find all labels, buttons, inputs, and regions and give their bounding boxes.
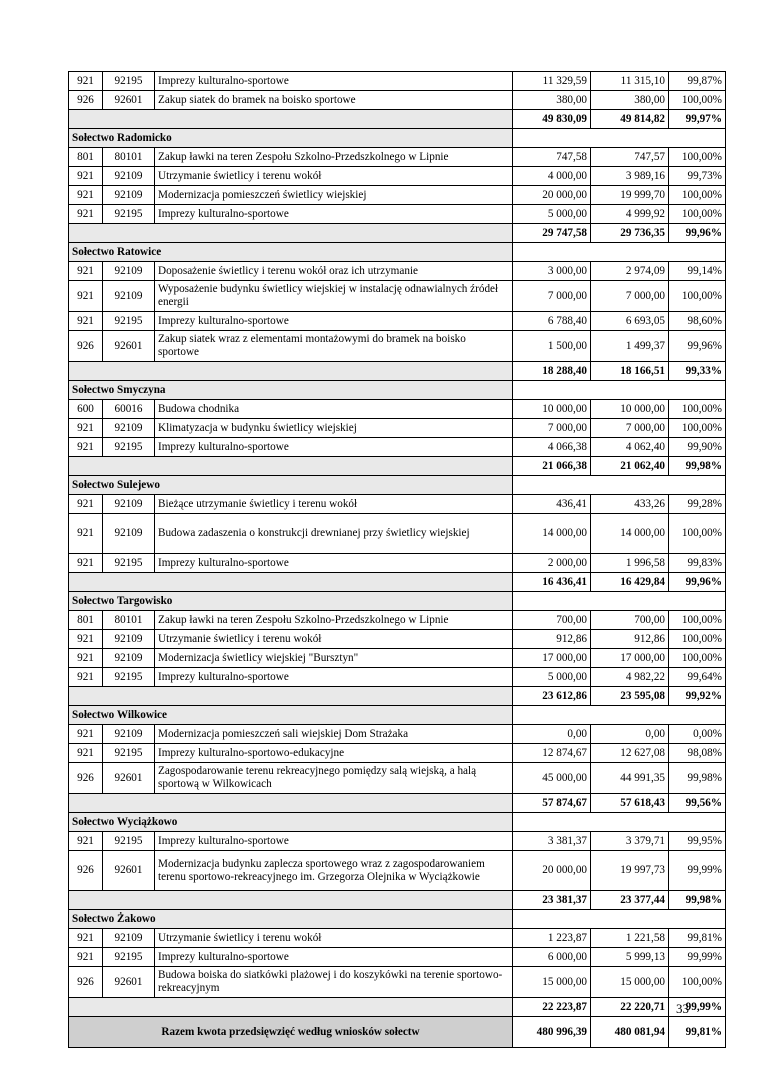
plan-amount-cell: 700,00	[513, 611, 591, 630]
table-row	[69, 167, 726, 186]
section-name: Sołectwo Wyciążkowo	[69, 813, 513, 832]
subtotal-executed: 16 429,84	[591, 573, 669, 592]
percent-cell: 100,00%	[669, 514, 726, 554]
plan-amount-cell: 7 000,00	[513, 419, 591, 438]
description-cell: Zakup ławki na teren Zespołu Szkolno-Przedszkolnego w Lipnie	[155, 611, 513, 630]
plan-amount-cell: 5 000,00	[513, 668, 591, 687]
plan-amount-cell: 10 000,00	[513, 400, 591, 419]
subtotal-row	[69, 573, 726, 592]
rozdzial-cell: 92601	[103, 331, 155, 362]
table-row	[69, 72, 726, 91]
plan-amount-cell: 14 000,00	[513, 514, 591, 554]
plan-amount-cell: 7 000,00	[513, 281, 591, 312]
description-cell: Zakup siatek wraz z elementami montażowymi do bramek na boisko sportowe	[155, 331, 513, 362]
subtotal-plan: 23 381,37	[513, 891, 591, 910]
percent-cell: 100,00%	[669, 91, 726, 110]
table-row	[69, 744, 726, 763]
subtotal-row	[69, 457, 726, 476]
description-cell: Modernizacja pomieszczeń sali wiejskiej Dom Strażaka	[155, 725, 513, 744]
subtotal-filler	[69, 224, 513, 243]
executed-amount-cell: 6 693,05	[591, 312, 669, 331]
subtotal-row	[69, 998, 726, 1017]
table-row	[69, 763, 726, 794]
rozdzial-cell: 92109	[103, 929, 155, 948]
rozdzial-cell: 92109	[103, 281, 155, 312]
subtotal-executed: 49 814,82	[591, 110, 669, 129]
plan-amount-cell: 45 000,00	[513, 763, 591, 794]
executed-amount-cell: 4 062,40	[591, 438, 669, 457]
subtotal-plan: 21 066,38	[513, 457, 591, 476]
grand-total-percent: 99,81%	[669, 1017, 726, 1048]
table-row	[69, 148, 726, 167]
executed-amount-cell: 17 000,00	[591, 649, 669, 668]
percent-cell: 99,81%	[669, 929, 726, 948]
table-row	[69, 205, 726, 224]
dzial-cell: 926	[69, 851, 103, 891]
subtotal-percent: 99,98%	[669, 891, 726, 910]
executed-amount-cell: 4 999,92	[591, 205, 669, 224]
subtotal-filler	[69, 362, 513, 381]
subtotal-executed: 23 595,08	[591, 687, 669, 706]
dzial-cell: 921	[69, 495, 103, 514]
rozdzial-cell: 92195	[103, 744, 155, 763]
rozdzial-cell: 92195	[103, 948, 155, 967]
percent-cell: 100,00%	[669, 281, 726, 312]
dzial-cell: 921	[69, 438, 103, 457]
rozdzial-cell: 92195	[103, 205, 155, 224]
rozdzial-cell: 92195	[103, 72, 155, 91]
description-cell: Modernizacja budynku zaplecza sportowego wraz z zagospodarowaniem terenu sportowo-rekreacyjnego im. Grzegorza Olejnika w Wyciążkowie	[155, 851, 513, 891]
section-header-row	[69, 813, 726, 832]
plan-amount-cell: 20 000,00	[513, 851, 591, 891]
rozdzial-cell: 80101	[103, 148, 155, 167]
plan-amount-cell: 1 223,87	[513, 929, 591, 948]
description-cell: Zakup siatek do bramek na boisko sportowe	[155, 91, 513, 110]
percent-cell: 99,98%	[669, 763, 726, 794]
subtotal-percent: 99,56%	[669, 794, 726, 813]
plan-amount-cell: 12 874,67	[513, 744, 591, 763]
table-row	[69, 554, 726, 573]
plan-amount-cell: 3 381,37	[513, 832, 591, 851]
subtotal-filler	[69, 573, 513, 592]
dzial-cell: 921	[69, 948, 103, 967]
plan-amount-cell: 3 000,00	[513, 262, 591, 281]
dzial-cell: 921	[69, 186, 103, 205]
dzial-cell: 921	[69, 72, 103, 91]
executed-amount-cell: 912,86	[591, 630, 669, 649]
plan-amount-cell: 15 000,00	[513, 967, 591, 998]
rozdzial-cell: 92195	[103, 554, 155, 573]
table-row	[69, 331, 726, 362]
description-cell: Imprezy kulturalno-sportowe	[155, 948, 513, 967]
section-blank-cell	[513, 813, 726, 832]
description-cell: Bieżące utrzymanie świetlicy i terenu wokół	[155, 495, 513, 514]
rozdzial-cell: 92109	[103, 495, 155, 514]
section-header-row	[69, 381, 726, 400]
description-cell: Doposażenie świetlicy i terenu wokół oraz ich utrzymanie	[155, 262, 513, 281]
executed-amount-cell: 3 379,71	[591, 832, 669, 851]
dzial-cell: 926	[69, 91, 103, 110]
description-cell: Imprezy kulturalno-sportowo-edukacyjne	[155, 744, 513, 763]
rozdzial-cell: 92195	[103, 312, 155, 331]
dzial-cell: 926	[69, 967, 103, 998]
description-cell: Zakup ławki na teren Zespołu Szkolno-Przedszkolnego w Lipnie	[155, 148, 513, 167]
percent-cell: 100,00%	[669, 967, 726, 998]
executed-amount-cell: 700,00	[591, 611, 669, 630]
dzial-cell: 926	[69, 331, 103, 362]
rozdzial-cell: 92109	[103, 419, 155, 438]
subtotal-filler	[69, 998, 513, 1017]
dzial-cell: 921	[69, 668, 103, 687]
grand-total-executed: 480 081,94	[591, 1017, 669, 1048]
percent-cell: 99,99%	[669, 851, 726, 891]
section-blank-cell	[513, 129, 726, 148]
executed-amount-cell: 14 000,00	[591, 514, 669, 554]
dzial-cell: 921	[69, 630, 103, 649]
dzial-cell: 921	[69, 725, 103, 744]
plan-amount-cell: 0,00	[513, 725, 591, 744]
description-cell: Zagospodarowanie terenu rekreacyjnego pomiędzy salą wiejską, a halą sportową w Wilkowicach	[155, 763, 513, 794]
percent-cell: 100,00%	[669, 611, 726, 630]
dzial-cell: 921	[69, 167, 103, 186]
subtotal-plan: 29 747,58	[513, 224, 591, 243]
percent-cell: 100,00%	[669, 649, 726, 668]
rozdzial-cell: 92195	[103, 668, 155, 687]
percent-cell: 100,00%	[669, 400, 726, 419]
subtotal-row	[69, 224, 726, 243]
section-name: Sołectwo Ratowice	[69, 243, 513, 262]
executed-amount-cell: 380,00	[591, 91, 669, 110]
rozdzial-cell: 92109	[103, 262, 155, 281]
subtotal-executed: 23 377,44	[591, 891, 669, 910]
percent-cell: 99,73%	[669, 167, 726, 186]
section-name: Sołectwo Radomicko	[69, 129, 513, 148]
table-row	[69, 649, 726, 668]
table-row	[69, 419, 726, 438]
rozdzial-cell: 92109	[103, 514, 155, 554]
rozdzial-cell: 92109	[103, 186, 155, 205]
executed-amount-cell: 5 999,13	[591, 948, 669, 967]
plan-amount-cell: 6 000,00	[513, 948, 591, 967]
dzial-cell: 921	[69, 554, 103, 573]
executed-amount-cell: 12 627,08	[591, 744, 669, 763]
table-row	[69, 630, 726, 649]
table-body	[69, 72, 726, 1048]
subtotal-filler	[69, 687, 513, 706]
rozdzial-cell: 80101	[103, 611, 155, 630]
executed-amount-cell: 7 000,00	[591, 419, 669, 438]
percent-cell: 100,00%	[669, 205, 726, 224]
dzial-cell: 801	[69, 611, 103, 630]
percent-cell: 100,00%	[669, 148, 726, 167]
percent-cell: 98,08%	[669, 744, 726, 763]
executed-amount-cell: 2 974,09	[591, 262, 669, 281]
rozdzial-cell: 92601	[103, 967, 155, 998]
subtotal-plan: 22 223,87	[513, 998, 591, 1017]
dzial-cell: 921	[69, 929, 103, 948]
plan-amount-cell: 4 000,00	[513, 167, 591, 186]
subtotal-plan: 23 612,86	[513, 687, 591, 706]
rozdzial-cell: 92601	[103, 763, 155, 794]
section-name: Sołectwo Żakowo	[69, 910, 513, 929]
description-cell: Utrzymanie świetlicy i terenu wokół	[155, 167, 513, 186]
section-blank-cell	[513, 476, 726, 495]
dzial-cell: 801	[69, 148, 103, 167]
subtotal-row	[69, 362, 726, 381]
section-name: Sołectwo Sulejewo	[69, 476, 513, 495]
plan-amount-cell: 1 500,00	[513, 331, 591, 362]
percent-cell: 98,60%	[669, 312, 726, 331]
executed-amount-cell: 10 000,00	[591, 400, 669, 419]
percent-cell: 100,00%	[669, 419, 726, 438]
table-row	[69, 312, 726, 331]
subtotal-filler	[69, 794, 513, 813]
subtotal-percent: 99,99%	[669, 998, 726, 1017]
subtotal-filler	[69, 457, 513, 476]
plan-amount-cell: 6 788,40	[513, 312, 591, 331]
description-cell: Wyposażenie budynku świetlicy wiejskiej w instalację odnawialnych źródeł energii	[155, 281, 513, 312]
executed-amount-cell: 1 996,58	[591, 554, 669, 573]
dzial-cell: 921	[69, 514, 103, 554]
plan-amount-cell: 5 000,00	[513, 205, 591, 224]
subtotal-plan: 16 436,41	[513, 573, 591, 592]
grand-total-row	[69, 1017, 726, 1048]
section-blank-cell	[513, 243, 726, 262]
subtotal-percent: 99,98%	[669, 457, 726, 476]
grand-total-plan: 480 996,39	[513, 1017, 591, 1048]
executed-amount-cell: 7 000,00	[591, 281, 669, 312]
subtotal-percent: 99,96%	[669, 573, 726, 592]
section-name: Sołectwo Smyczyna	[69, 381, 513, 400]
section-header-row	[69, 243, 726, 262]
table-row	[69, 91, 726, 110]
percent-cell: 0,00%	[669, 725, 726, 744]
percent-cell: 99,64%	[669, 668, 726, 687]
description-cell: Imprezy kulturalno-sportowe	[155, 72, 513, 91]
description-cell: Modernizacja pomieszczeń świetlicy wiejskiej	[155, 186, 513, 205]
executed-amount-cell: 747,57	[591, 148, 669, 167]
executed-amount-cell: 44 991,35	[591, 763, 669, 794]
table-row	[69, 725, 726, 744]
plan-amount-cell: 380,00	[513, 91, 591, 110]
description-cell: Budowa chodnika	[155, 400, 513, 419]
table-row	[69, 832, 726, 851]
subtotal-executed: 21 062,40	[591, 457, 669, 476]
executed-amount-cell: 3 989,16	[591, 167, 669, 186]
plan-amount-cell: 4 066,38	[513, 438, 591, 457]
section-header-row	[69, 592, 726, 611]
section-name: Sołectwo Targowisko	[69, 592, 513, 611]
table-row	[69, 611, 726, 630]
table-row	[69, 495, 726, 514]
table-row	[69, 186, 726, 205]
table-row	[69, 514, 726, 554]
plan-amount-cell: 20 000,00	[513, 186, 591, 205]
table-row	[69, 851, 726, 891]
subtotal-plan: 49 830,09	[513, 110, 591, 129]
rozdzial-cell: 92109	[103, 630, 155, 649]
subtotal-percent: 99,33%	[669, 362, 726, 381]
table-row	[69, 262, 726, 281]
subtotal-percent: 99,92%	[669, 687, 726, 706]
section-name: Sołectwo Wilkowice	[69, 706, 513, 725]
rozdzial-cell: 92109	[103, 725, 155, 744]
description-cell: Budowa boiska do siatkówki plażowej i do koszykówki na terenie sportowo-rekreacyjnym	[155, 967, 513, 998]
section-blank-cell	[513, 381, 726, 400]
plan-amount-cell: 436,41	[513, 495, 591, 514]
table-row	[69, 281, 726, 312]
subtotal-row	[69, 110, 726, 129]
description-cell: Imprezy kulturalno-sportowe	[155, 312, 513, 331]
section-header-row	[69, 910, 726, 929]
rozdzial-cell: 60016	[103, 400, 155, 419]
table-row	[69, 948, 726, 967]
dzial-cell: 921	[69, 744, 103, 763]
plan-amount-cell: 2 000,00	[513, 554, 591, 573]
section-blank-cell	[513, 592, 726, 611]
dzial-cell: 921	[69, 312, 103, 331]
executed-amount-cell: 11 315,10	[591, 72, 669, 91]
description-cell: Klimatyzacja w budynku świetlicy wiejskiej	[155, 419, 513, 438]
dzial-cell: 921	[69, 649, 103, 668]
rozdzial-cell: 92109	[103, 649, 155, 668]
rozdzial-cell: 92109	[103, 167, 155, 186]
subtotal-percent: 99,97%	[669, 110, 726, 129]
description-cell: Imprezy kulturalno-sportowe	[155, 205, 513, 224]
table-row	[69, 668, 726, 687]
subtotal-plan: 57 874,67	[513, 794, 591, 813]
rozdzial-cell: 92601	[103, 851, 155, 891]
dzial-cell: 921	[69, 832, 103, 851]
table-row	[69, 438, 726, 457]
dzial-cell: 600	[69, 400, 103, 419]
subtotal-percent: 99,96%	[669, 224, 726, 243]
section-header-row	[69, 129, 726, 148]
executed-amount-cell: 19 999,70	[591, 186, 669, 205]
table-row	[69, 400, 726, 419]
plan-amount-cell: 912,86	[513, 630, 591, 649]
percent-cell: 100,00%	[669, 186, 726, 205]
subtotal-row	[69, 794, 726, 813]
executed-amount-cell: 4 982,22	[591, 668, 669, 687]
dzial-cell: 921	[69, 205, 103, 224]
funds-table	[68, 71, 726, 1048]
rozdzial-cell: 92601	[103, 91, 155, 110]
grand-total-label: Razem kwota przedsięwzięć według wniosków sołectw	[69, 1017, 513, 1048]
table-row	[69, 967, 726, 998]
description-cell: Modernizacja świetlicy wiejskiej "Bursztyn"	[155, 649, 513, 668]
rozdzial-cell: 92195	[103, 832, 155, 851]
dzial-cell: 926	[69, 763, 103, 794]
subtotal-executed: 22 220,71	[591, 998, 669, 1017]
subtotal-plan: 18 288,40	[513, 362, 591, 381]
section-blank-cell	[513, 706, 726, 725]
subtotal-row	[69, 891, 726, 910]
description-cell: Imprezy kulturalno-sportowe	[155, 668, 513, 687]
percent-cell: 99,90%	[669, 438, 726, 457]
subtotal-executed: 18 166,51	[591, 362, 669, 381]
executed-amount-cell: 0,00	[591, 725, 669, 744]
description-cell: Utrzymanie świetlicy i terenu wokół	[155, 929, 513, 948]
subtotal-filler	[69, 891, 513, 910]
description-cell: Utrzymanie świetlicy i terenu wokół	[155, 630, 513, 649]
plan-amount-cell: 11 329,59	[513, 72, 591, 91]
percent-cell: 100,00%	[669, 630, 726, 649]
section-blank-cell	[513, 910, 726, 929]
page-number: 33	[676, 1001, 689, 1016]
executed-amount-cell: 15 000,00	[591, 967, 669, 998]
percent-cell: 99,28%	[669, 495, 726, 514]
percent-cell: 99,14%	[669, 262, 726, 281]
dzial-cell: 921	[69, 281, 103, 312]
percent-cell: 99,96%	[669, 331, 726, 362]
subtotal-filler	[69, 110, 513, 129]
table-row	[69, 929, 726, 948]
description-cell: Budowa zadaszenia o konstrukcji drewnianej przy świetlicy wiejskiej	[155, 514, 513, 554]
description-cell: Imprezy kulturalno-sportowe	[155, 832, 513, 851]
rozdzial-cell: 92195	[103, 438, 155, 457]
description-cell: Imprezy kulturalno-sportowe	[155, 438, 513, 457]
executed-amount-cell: 1 221,58	[591, 929, 669, 948]
subtotal-executed: 57 618,43	[591, 794, 669, 813]
executed-amount-cell: 433,26	[591, 495, 669, 514]
section-header-row	[69, 476, 726, 495]
percent-cell: 99,99%	[669, 948, 726, 967]
subtotal-executed: 29 736,35	[591, 224, 669, 243]
executed-amount-cell: 1 499,37	[591, 331, 669, 362]
percent-cell: 99,87%	[669, 72, 726, 91]
dzial-cell: 921	[69, 419, 103, 438]
dzial-cell: 921	[69, 262, 103, 281]
description-cell: Imprezy kulturalno-sportowe	[155, 554, 513, 573]
plan-amount-cell: 17 000,00	[513, 649, 591, 668]
percent-cell: 99,83%	[669, 554, 726, 573]
percent-cell: 99,95%	[669, 832, 726, 851]
section-header-row	[69, 706, 726, 725]
plan-amount-cell: 747,58	[513, 148, 591, 167]
executed-amount-cell: 19 997,73	[591, 851, 669, 891]
subtotal-row	[69, 687, 726, 706]
